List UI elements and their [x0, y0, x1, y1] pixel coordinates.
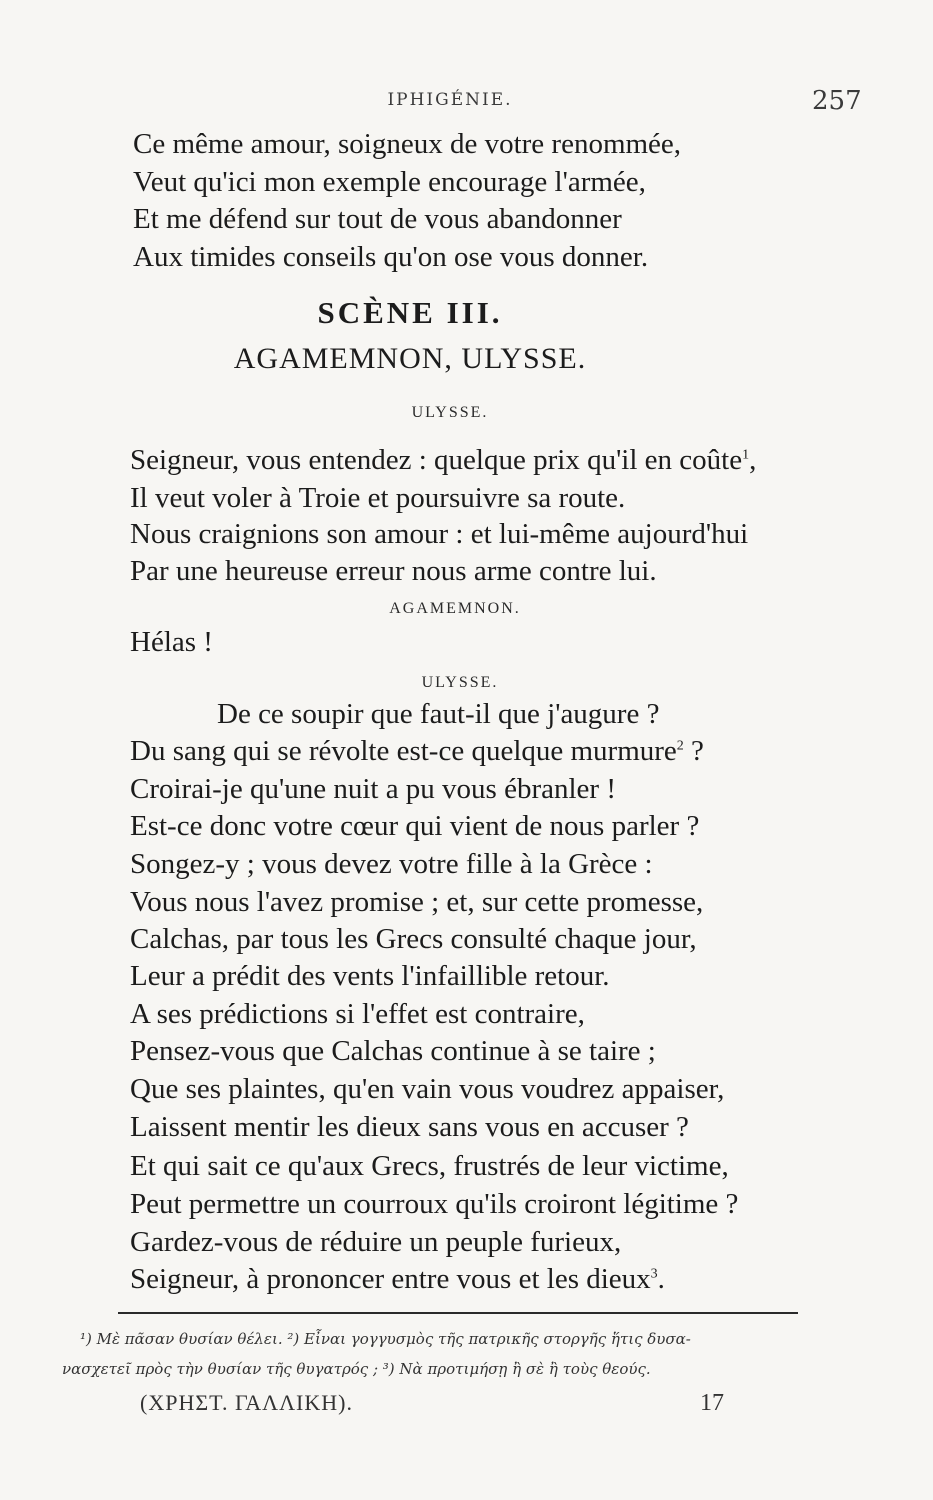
verse-punctuation: .: [657, 1263, 665, 1295]
verse-line: Nous craignions son amour : et lui-même aujourd'hui: [130, 518, 749, 550]
verse-line: Croirai-je qu'une nuit a pu vous ébranler !: [130, 773, 616, 805]
verse-text: Seigneur, vous entendez : quelque prix qu'il en coûte: [130, 444, 743, 476]
signature-mark: (ΧΡΗΣΤ. ΓΑΛΛΙΚΗ).: [140, 1390, 353, 1415]
verse-text: Du sang qui se révolte est-ce quelque murmure: [130, 735, 677, 767]
verse-line: Est-ce donc votre cœur qui vient de nous parler ?: [130, 810, 700, 842]
verse-line: Vous nous l'avez promise ; et, sur cette promesse,: [130, 886, 704, 918]
verse-line: Gardez-vous de réduire un peuple furieux,: [130, 1226, 622, 1258]
verse-line: Et qui sait ce qu'aux Grecs, frustrés de leur victime,: [130, 1150, 729, 1182]
speaker-name: AGAMEMNON.: [389, 600, 521, 617]
footnote-marker: 2: [676, 738, 684, 754]
verse-line: Pensez-vous que Calchas continue à se taire ;: [130, 1035, 656, 1067]
verse-line: Aux timides conseils qu'on ose vous donner.: [133, 241, 649, 273]
footnote-marker: 3: [650, 1266, 658, 1282]
verse-line: [130, 737, 704, 766]
verse-line: A ses prédictions si l'effet est contraire,: [130, 998, 585, 1030]
footnote-line: νασχετεῖ πρὸς τὴν θυσίαν τῆς θυγατρός ; ³) Νὰ προτιμήσῃ ἢ σὲ ἢ τοὺς θεούς.: [62, 1360, 651, 1378]
verse-line: [130, 1265, 665, 1294]
speaker-name: ULYSSE.: [411, 404, 489, 421]
verse-line: Laissent mentir les dieux sans vous en accuser ?: [130, 1111, 689, 1143]
verse-line: Calchas, par tous les Grecs consulté chaque jour,: [130, 923, 697, 955]
scene-title: SCÈNE III.: [317, 295, 503, 330]
scene-characters: AGAMEMNON, ULYSSE.: [233, 342, 587, 375]
verse-text: Seigneur, à prononcer entre vous et les dieux: [130, 1263, 651, 1295]
verse-line: Que ses plaintes, qu'en vain vous voudrez appaiser,: [130, 1073, 725, 1105]
page-number: 257: [812, 86, 862, 116]
verse-line: Veut qu'ici mon exemple encourage l'armée,: [133, 166, 646, 198]
verse-line: Peut permettre un courroux qu'ils croiront légitime ?: [130, 1188, 739, 1220]
verse-line: [130, 446, 756, 475]
verse-line: Leur a prédit des vents l'infaillible retour.: [130, 960, 610, 992]
verse-line: Et me défend sur tout de vous abandonner: [133, 203, 622, 235]
verse-punctuation: ,: [749, 444, 757, 476]
verse-line: Songez-y ; vous devez votre fille à la Grèce :: [130, 848, 653, 880]
verse-line: Il veut voler à Troie et poursuivre sa route.: [130, 482, 626, 514]
verse-line: Hélas !: [130, 626, 213, 658]
sheet-number: 17: [700, 1390, 724, 1416]
footnote-marker: 1: [742, 447, 750, 463]
verse-punctuation: ?: [683, 735, 704, 767]
footnote-line: ¹) Μὲ πᾶσαν θυσίαν θέλει. ²) Εἶναι γογγυσμὸς τῆς πατρικῆς στοργῆς ἥτις δυσα-: [80, 1330, 691, 1348]
verse-line: Par une heureuse erreur nous arme contre lui.: [130, 555, 657, 587]
verse-line: De ce soupir que faut-il que j'augure ?: [217, 698, 660, 730]
verse-line: Ce même amour, soigneux de votre renommée,: [133, 128, 682, 160]
footnote-divider: [118, 1312, 798, 1314]
running-header: IPHIGÉNIE.: [387, 90, 513, 110]
speaker-name: ULYSSE.: [421, 674, 499, 691]
